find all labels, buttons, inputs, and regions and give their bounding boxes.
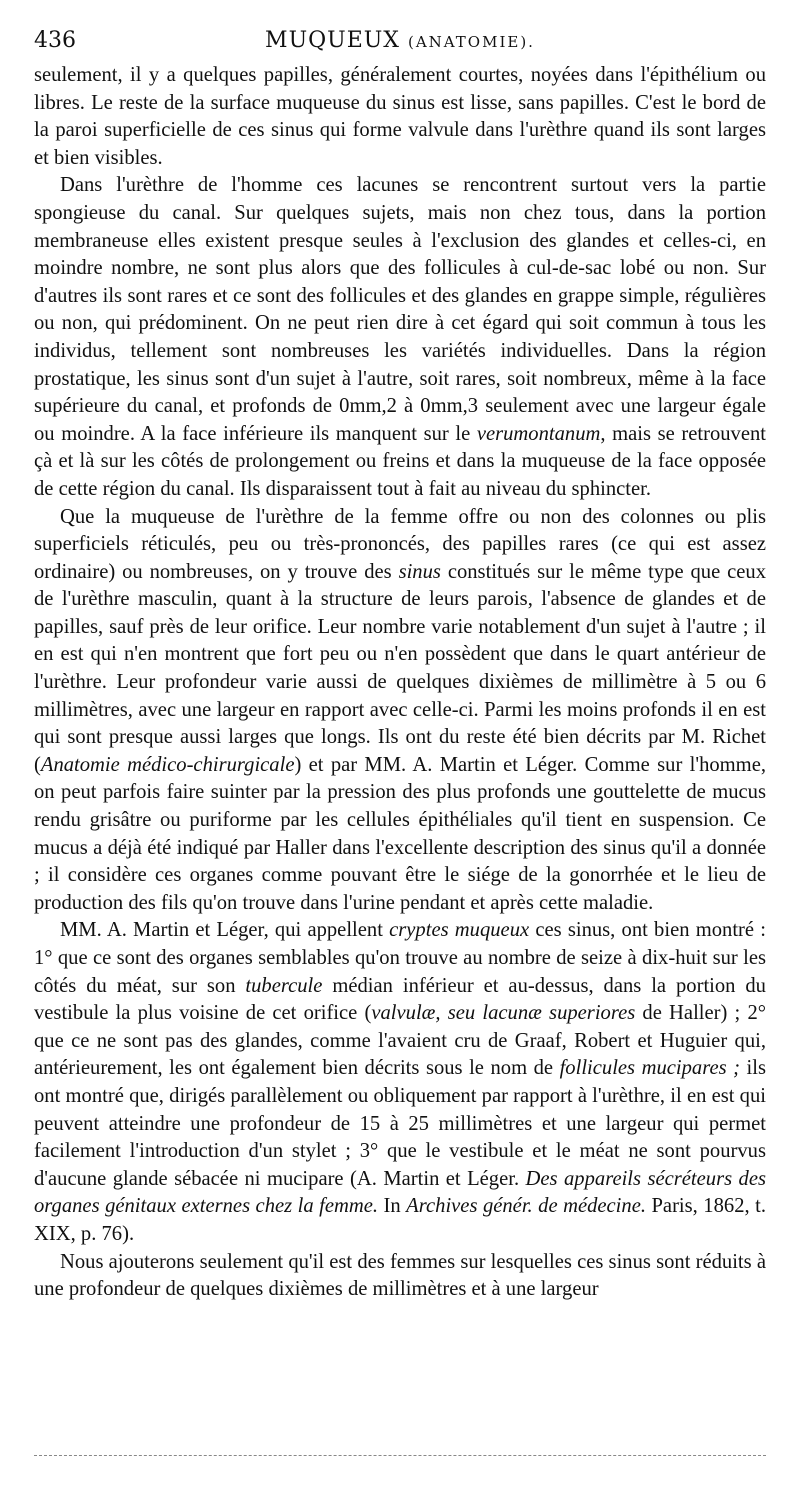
paragraph [34, 917, 766, 1248]
italic-run: Anatomie médico-chirurgicale [40, 753, 295, 776]
running-title: MUQUEUX [265, 28, 400, 53]
text-run: In [378, 1195, 407, 1218]
body-text [34, 62, 766, 1304]
text-run: ) et par MM. A. Martin et Léger. Comme sur l'homme, on peut parfois faire suinter par la pression des plus profonds une gouttelette de mucus rendu grisâtre ou puriforme par les cellules épithéliales qu'il tient en suspension. Ce mucus a déjà été indiqué par Haller dans l'excellente description des sinus qu'il a donnée ; il considère ces organes comme pouvant être le siége de la gonorrhée et le lieu de production des fils qu'on trouve dans l'urine pendant et après cette maladie. [34, 753, 766, 914]
running-subtitle: (ANATOMIE). [407, 33, 535, 51]
page-header [34, 28, 766, 62]
italic-run: tubercule [245, 974, 323, 997]
running-head [34, 28, 766, 53]
italic-run: Archives génér. de médecine. [406, 1195, 646, 1218]
text-run: constitués sur le même type que ceux de l'urèthre masculin, quant à la structure de leurs parois, l'absence de glandes et de papilles, sauf près de leur orifice. Leur nombre varie notablement d'un sujet à l'autre ; il en est qui n'en montrent que fort peu ou n'en possèdent que dans le quart antérieur de l'urèthre. Leur profondeur varie aussi de quelques dixièmes de millimètre à 5 ou 6 millimètres, avec une largeur en rapport avec celle-ci. Parmi les moins profonds il en est qui sont presque aussi larges que longs. Ils ont du reste été bien décrits par M. Richet ( [34, 560, 766, 776]
italic-run: follicules mucipares ; [559, 1057, 741, 1080]
paragraph [34, 1249, 766, 1304]
page-number: 436 [34, 28, 76, 53]
italic-run: sinus [398, 560, 441, 583]
text-run: Paris, 1862, t. XIX, p. 76). [34, 1195, 766, 1245]
footer-rule [34, 1455, 766, 1456]
text-run: ils ont montré que, dirigés parallèlement ou obliquement par rapport à l'urèthre, il en est qui peuvent atteindre une profondeur de 15 à 25 millimètres et une largeur qui permet facilement l'introduction d'un stylet ; 3° que le vestibule et le méat ne sont pourvus d'aucune glande sébacée ni mucipare (A. Martin et Léger. [34, 1057, 766, 1190]
italic-run: verumontanum [476, 422, 601, 445]
text-run: MM. A. Martin et Léger, qui appellent [60, 919, 390, 942]
paragraph [34, 504, 766, 918]
text-run: ces sinus, ont bien montré : 1° que ce sont des organes semblables qu'on trouve au nombre de seize à dix-huit sur les côtés du méat, sur son [34, 919, 766, 997]
paragraph [34, 172, 766, 503]
text-run: Nous ajouterons seulement qu'il est des femmes sur lesquelles ces sinus sont réduits à une profondeur de quelques dixièmes de millimètres et à une largeur [34, 1250, 766, 1301]
text-run: de Haller) ; 2° que ce ne sont pas des glandes, comme l'avaient cru de Graaf, Robert et Huguier qui, antérieurement, les ont également bien décrits sous le nom de [34, 1002, 766, 1080]
italic-run: cryptes muqueux [389, 919, 530, 942]
text-run: Dans l'urèthre de l'homme ces lacunes se rencontrent surtout vers la partie spongieuse du canal. Sur quelques sujets, mais non chez tous, dans la portion membraneuse elles existent presque seules à l'exclusion des glandes et celles-ci, en moindre nombre, ne sont plus alors que des follicules à cul-de-sac lobé ou non. Sur d'autres ils sont rares et ce sont des follicules et des glandes en grappe simple, régulières ou non, qui prédominent. On ne peut rien dire à cet égard qui soit commun à tous les individus, tellement sont nombreuses les variétés individuelles. Dans la région prostatique, les sinus sont d'un sujet à l'autre, soit rares, soit nombreux, même à la face supérieure du canal, et profonds de 0mm,2 à 0mm,3 seulement avec une largeur égale ou moindre. A la face inférieure ils manquent sur le [34, 174, 766, 445]
text-run: médian inférieur et au-dessus, dans la portion du vestibule la plus voisine de cet orifice ( [34, 974, 766, 1025]
italic-run: valvulæ, seu lacunæ superiores [371, 1002, 636, 1025]
italic-run: Des appareils sécréteurs des organes génitaux externes chez la femme. [34, 1167, 766, 1218]
text-run: , mais se retrouvent çà et là sur les côtés de prolongement ou freins et dans la muqueuse de la face opposée de cette région du canal. Ils disparaissent tout à fait au niveau du sphincter. [34, 422, 766, 500]
text-run: seulement, il y a quelques papilles, généralement courtes, noyées dans l'épithélium ou libres. Le reste de la surface muqueuse du sinus est lisse, sans papilles. C'est le bord de la paroi superficielle de ces sinus qui forme valvule dans l'urèthre quand ils sont larges et bien visibles. [34, 64, 766, 169]
paragraph [34, 62, 766, 172]
text-run: Que la muqueuse de l'urèthre de la femme offre ou non des colonnes ou plis superficiels réticulés, peu ou très-prononcés, des papilles rares (ce qui est assez ordinaire) ou nombreuses, on y trouve des [34, 505, 766, 583]
